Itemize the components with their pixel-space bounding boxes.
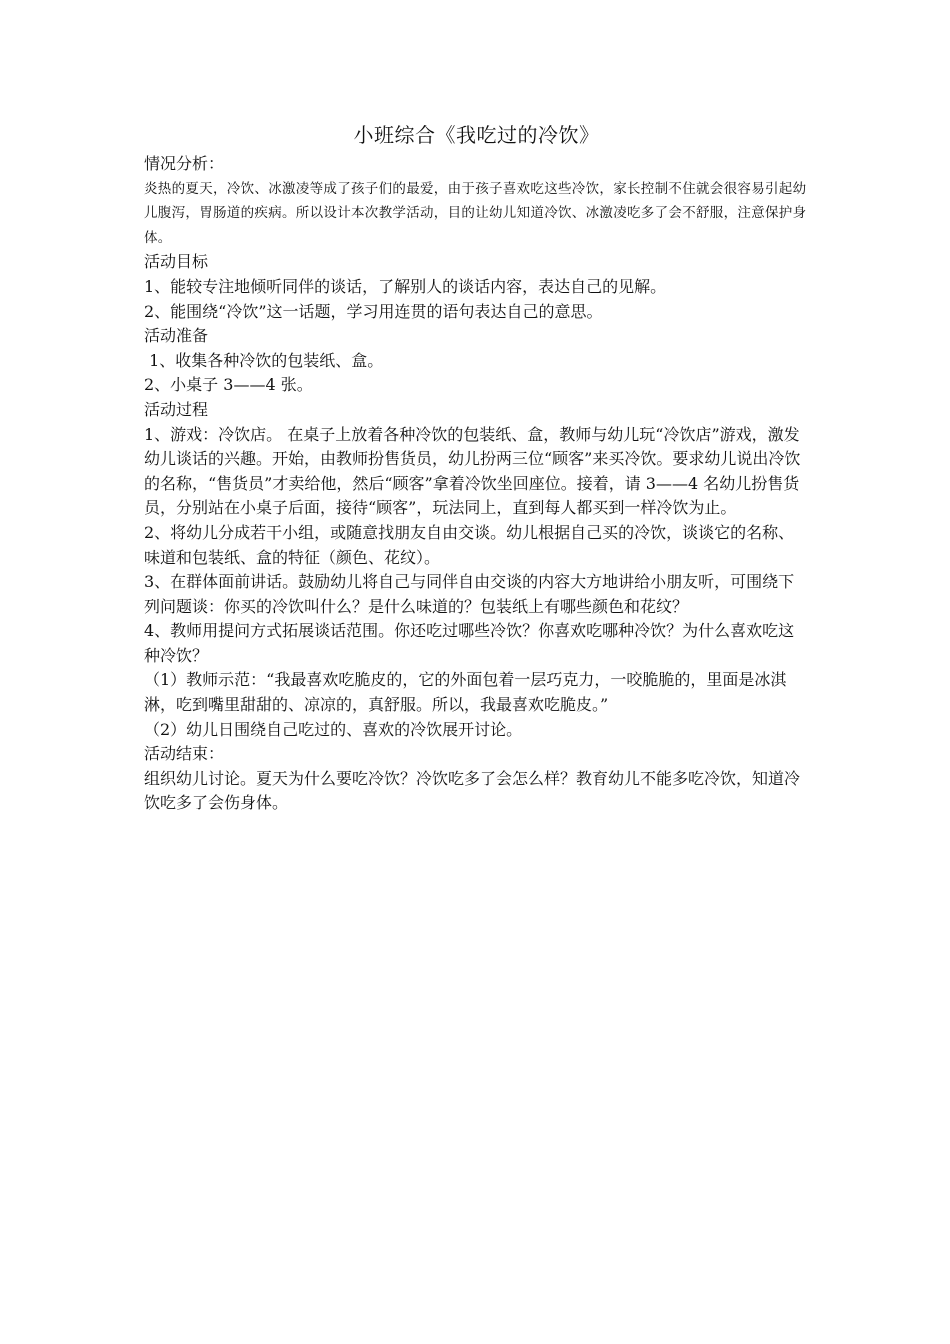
preparation-item-1: 1、收集各种冷饮的包装纸、盒。 [144,350,384,370]
process-heading: 活动过程 [144,399,209,419]
process-item-4-sub-2: （2）幼儿日围绕自己吃过的、喜欢的冷饮展开讨论。 [144,719,523,739]
preparation-heading: 活动准备 [144,326,209,346]
goal-item-1: 1、能较专注地倾听同伴的谈话，了解别人的谈话内容，表达自己的见解。 [144,276,667,296]
process-item-4-sub-1: （1）教师示范：“我最喜欢吃脆皮的，它的外面包着一层巧克力，一咬脆脆的，里面是冰淇淋，吃到嘴里甜甜的、凉凉的，真舒服。所以，我最喜欢吃脆皮。” [144,670,787,715]
process-item-1: 1、游戏：冷饮店。 在桌子上放着各种冷饮的包装纸、盒，教师与幼儿玩“冷饮店”游戏，激发幼儿谈话的兴趣。开始，由教师扮售货员，幼儿扮两三位“顾客”来买冷饮。要求幼儿说出冷饮的名称，“售货员”才卖给他，然后“顾客”拿着冷饮坐回座位。接着，请 3——4 名幼儿扮售货员，分别站在小桌子后面，接待“顾客”，玩法同上，直到每人都买到一样冷饮为止。 [144,424,801,518]
process-item-2: 2、将幼儿分成若干小组，或随意找朋友自由交谈。幼儿根据自己买的冷饮，谈谈它的名称、味道和包装纸、盒的特征（颜色、花纹）。 [144,522,795,567]
goal-item-2: 2、能围绕“冷饮”这一话题，学习用连贯的语句表达自己的意思。 [144,301,603,321]
goals-heading: 活动目标 [144,252,209,272]
ending-heading: 活动结束： [144,744,225,764]
document-title: 小班综合《我吃过的冷饮》 [353,123,600,147]
analysis-text: 炎热的夏天，冷饮、冰激凌等成了孩子们的最爱，由于孩子喜欢吃这些冷饮，家长控制不住就会很容易引起幼儿腹泻，胃肠道的疾病。所以设计本次教学活动，目的让幼儿知道冷饮、冰激凌吃多了会不舒服，注意保护身体。 [144,180,807,246]
preparation-item-2: 2、小桌子 3——4 张。 [144,375,313,395]
process-item-4: 4、教师用提问方式拓展谈话范围。你还吃过哪些冷饮？你喜欢吃哪种冷饮？为什么喜欢吃这种冷饮？ [144,621,795,665]
document-body [144,118,809,816]
analysis-heading: 情况分析： [144,154,225,173]
process-item-3: 3、在群体面前讲话。鼓励幼儿将自己与同伴自由交谈的内容大方地讲给小朋友听，可围绕下列问题谈：你买的冷饮叫什么？是什么味道的？包装纸上有哪些颜色和花纹？ [144,572,795,616]
ending-text: 组织幼儿讨论。夏天为什么要吃冷饮？冷饮吃多了会怎么样？教育幼儿不能多吃冷饮，知道冷饮吃多了会伤身体。 [144,768,801,813]
